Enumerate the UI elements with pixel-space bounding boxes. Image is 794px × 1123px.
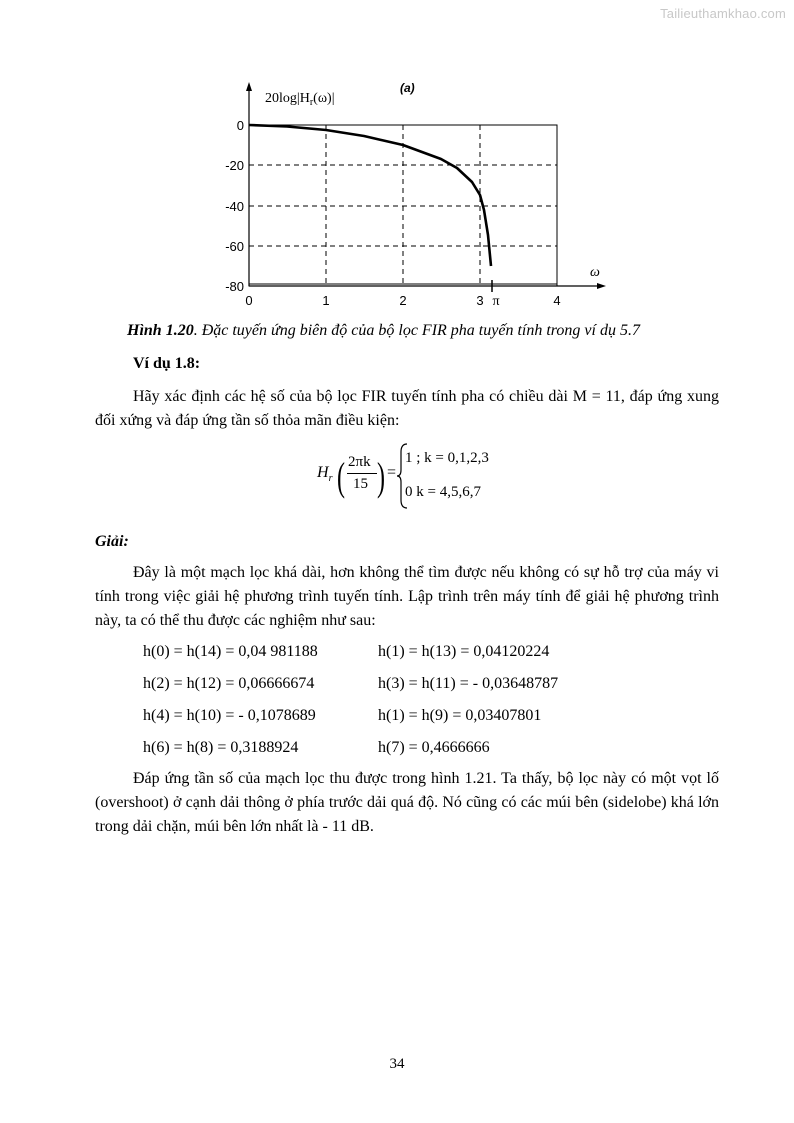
right-paren-icon: ) (377, 454, 385, 499)
y-axis-arrow-icon (246, 82, 252, 91)
grid-lines (249, 125, 557, 286)
svg-text:1: 1 (322, 293, 330, 308)
solution-paragraph: Đây là một mạch lọc khá dài, hơn không thể tìm được nếu không có sự hỗ trợ của máy vi tính trong việc giải hệ phương trình tuyến tính. Lập trình trên máy tính để giải hệ phương trình này, ta có thể thu được các nghiệm như sau: (95, 564, 719, 629)
y-axis-label: $20\log|H_r(\omega)|$ (265, 91, 335, 108)
formula-equals: = (387, 464, 397, 481)
formula-H: $H_r$ (317, 464, 333, 485)
coefficient-item: h(1) = h(9) = 0,03407801 (378, 707, 542, 724)
page-number: 34 (389, 1056, 405, 1072)
coefficient-item: h(2) = h(12) = 0,06666674 (143, 675, 315, 692)
coefficient-item: h(0) = h(14) = 0,04 981188 (143, 643, 318, 660)
svg-text:0: 0 (236, 118, 244, 133)
coefficient-item: h(3) = h(11) = - 0,03648787 (378, 675, 559, 692)
chart-svg (200, 70, 620, 315)
x-axis-label: ω (590, 265, 600, 280)
conclusion-paragraph: Đáp ứng tần số của mạch lọc thu được trong hình 1.21. Ta thấy, bộ lọc này có một vọt lố (overshoot) ở cạnh dải thông ở phía trước dải quá độ. Nó cũng có các múi bên (sidelobe) khá lớn trong dải chặn, múi bên lớn nhất là - 11 dB. (95, 770, 719, 835)
svg-text:-80: -80 (225, 279, 244, 294)
formula-case-2: 0 k = 4,5,6,7 (405, 484, 481, 500)
example-heading: Ví dụ 1.8: (133, 355, 201, 372)
solution-heading: Giải: (95, 533, 129, 550)
coefficient-item: h(1) = h(13) = 0,04120224 (378, 643, 550, 660)
svg-text:3: 3 (476, 293, 484, 308)
panel-label: (a) (400, 81, 415, 95)
coefficient-item: h(6) = h(8) = 0,3188924 (143, 739, 299, 756)
figure-magnitude-response (200, 70, 620, 315)
caption-text: . Đặc tuyến ứng biên độ của bộ lọc FIR pha tuyến tính trong ví dụ 5.7 (193, 322, 640, 339)
left-paren-icon: ( (337, 454, 345, 499)
svg-text:-40: -40 (225, 199, 244, 214)
x-tick-labels (245, 293, 560, 308)
y-tick-labels (225, 118, 244, 294)
svg-text:2: 2 (399, 293, 407, 308)
svg-text:-20: -20 (225, 158, 244, 173)
fraction-bar (347, 473, 377, 474)
figure-caption (127, 322, 640, 340)
svg-text:4: 4 (553, 293, 561, 308)
formula-denominator: 15 (353, 476, 368, 492)
svg-text:0: 0 (245, 293, 253, 308)
pi-label: π (492, 294, 500, 309)
svg-text:-60: -60 (225, 239, 244, 254)
frequency-condition-formula (315, 442, 515, 510)
coefficient-item: h(7) = 0,4666666 (378, 739, 490, 756)
watermark: Tailieuthamkhao.com (660, 6, 786, 21)
caption-label: Hình 1.20 (127, 322, 194, 339)
coefficient-item: h(4) = h(10) = - 0,1078689 (143, 707, 316, 724)
formula-numerator: 2πk (348, 454, 371, 470)
magnitude-curve (249, 125, 491, 266)
problem-paragraph: Hãy xác định các hệ số của bộ lọc FIR tuyến tính pha có chiều dài M = 11, đáp ứng xung đối xứng và đáp ứng tần số thỏa mãn điều kiện: (95, 388, 719, 429)
x-axis-arrow-icon (597, 283, 606, 289)
formula-case-1: 1 ; k = 0,1,2,3 (405, 450, 489, 466)
